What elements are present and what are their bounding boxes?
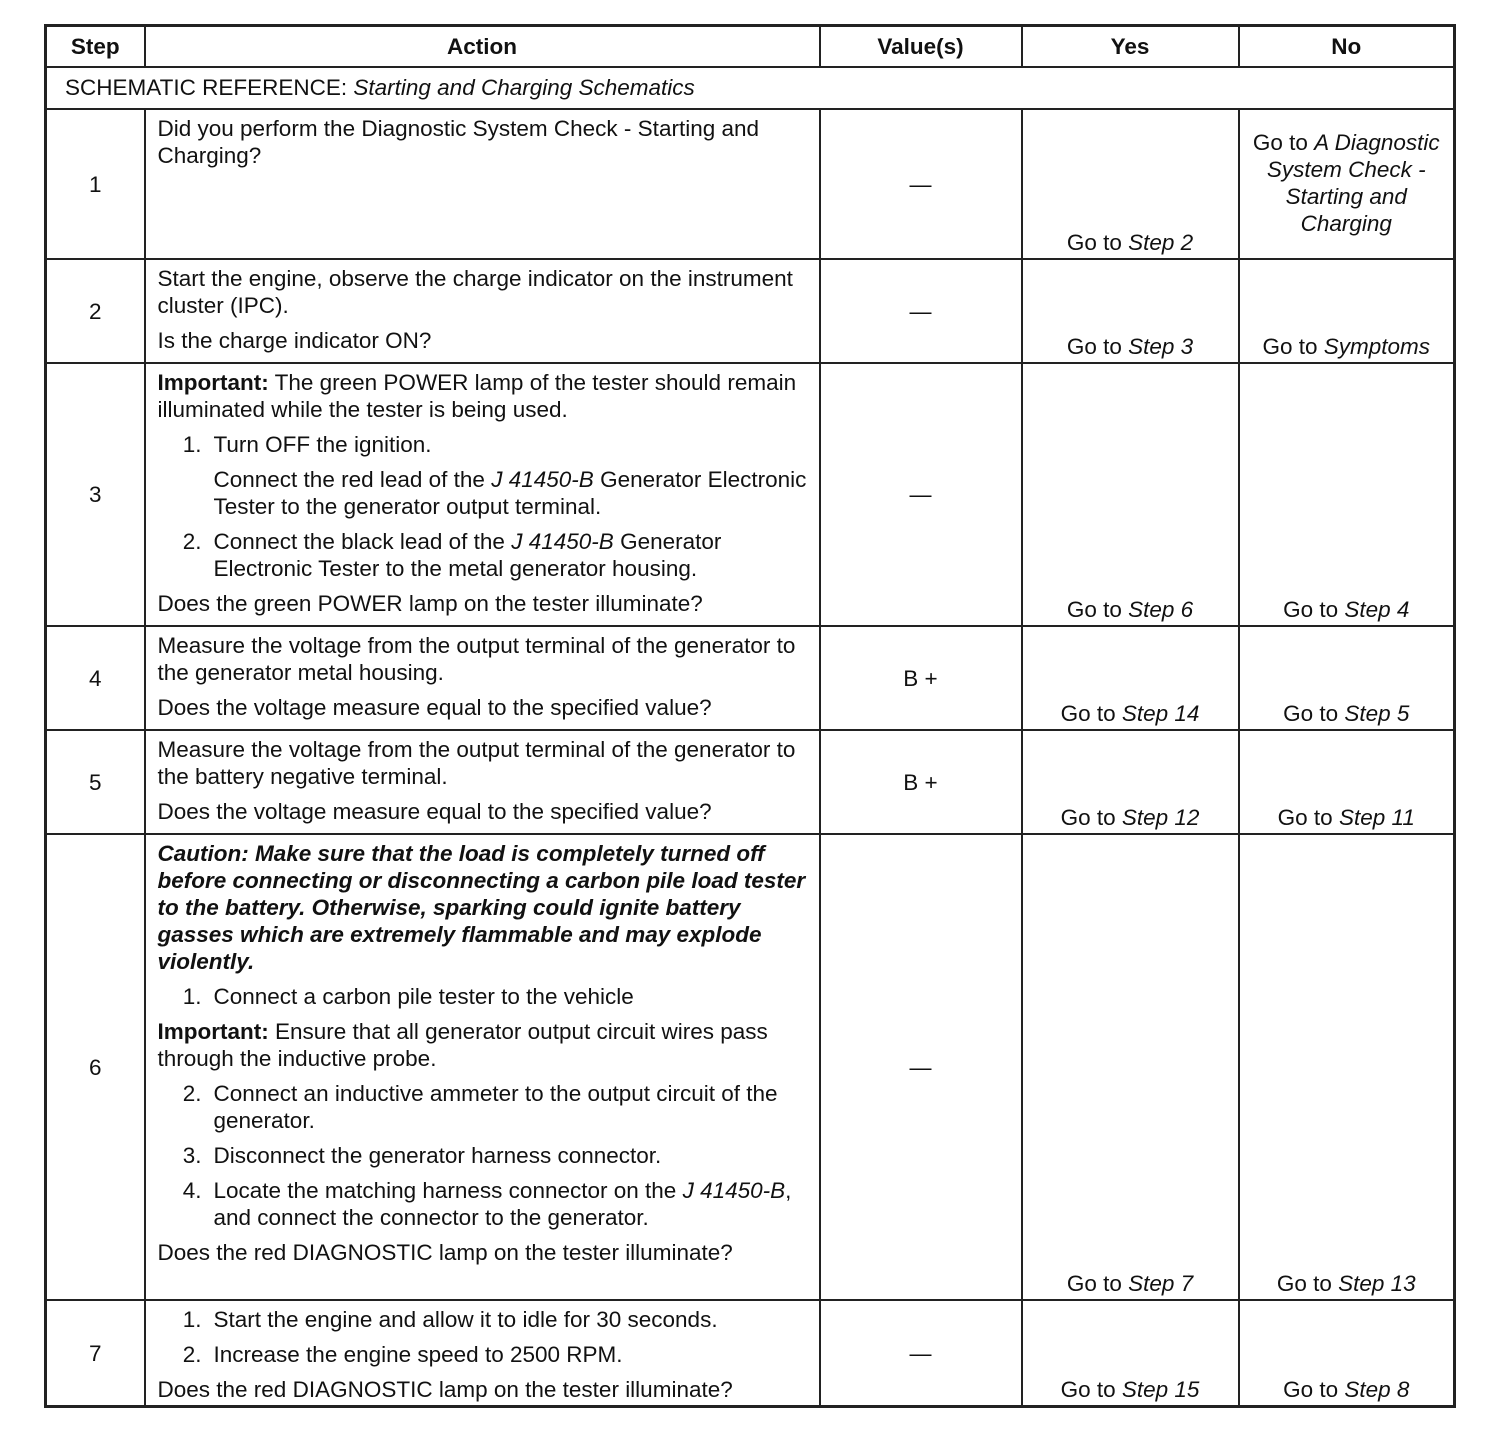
tool-ref: J 41450-B (682, 1178, 786, 1203)
goto-label: Go to (1277, 805, 1333, 830)
text-a: Connect the black lead of the (213, 529, 505, 554)
tool-ref: J 41450-B (491, 467, 594, 492)
important-text: The green POWER lamp of the tester should remain illuminated while the tester is being used. (157, 370, 797, 422)
list-number: 2. (182, 529, 202, 554)
important-note (158, 369, 809, 423)
list-number: 2. (182, 1342, 202, 1367)
yes-cell[interactable] (1022, 363, 1239, 626)
caution-note: Caution: Make sure that the load is completely turned off before connecting or disconnecting a carbon pile load tester to the battery. Otherwise, sparking could ignite battery gasses which are extremely flammable and may explode violently. (157, 841, 806, 974)
no-target[interactable]: Step 11 (1338, 805, 1415, 830)
list-text (214, 1177, 809, 1231)
no-target[interactable]: Step 4 (1344, 597, 1410, 622)
yes-cell[interactable] (1022, 259, 1239, 363)
important-label: Important: (157, 370, 269, 395)
yes-cell[interactable] (1022, 1300, 1239, 1407)
action-text: Measure the voltage from the output terminal of the generator to the generator metal housing. (157, 633, 796, 685)
action-cell (145, 363, 820, 626)
no-cell[interactable] (1239, 259, 1455, 363)
table-row (46, 109, 1455, 259)
no-cell[interactable] (1239, 109, 1455, 259)
action-text: Start the engine, observe the charge indicator on the instrument cluster (IPC). (157, 266, 793, 318)
list-text: Increase the engine speed to 2500 RPM. (213, 1342, 623, 1367)
action-cell (145, 834, 820, 1300)
step-number: 2 (46, 259, 145, 363)
step-number: 7 (46, 1300, 145, 1407)
goto-label: Go to (1262, 334, 1318, 359)
goto-label: Go to (1252, 130, 1308, 155)
table-row (46, 259, 1455, 363)
list-item (158, 1177, 809, 1231)
goto-label: Go to (1283, 701, 1339, 726)
goto-label: Go to (1066, 1271, 1122, 1296)
goto-label: Go to (1283, 597, 1339, 622)
action-cell (145, 109, 820, 259)
goto-label: Go to (1066, 334, 1122, 359)
action-question: Does the green POWER lamp on the tester illuminate? (157, 591, 703, 616)
no-cell[interactable] (1239, 626, 1455, 730)
table-row (46, 834, 1455, 1300)
text-a: Locate the matching harness connector on the (213, 1178, 677, 1203)
action-cell (145, 626, 820, 730)
table-row (46, 730, 1455, 834)
action-question: Does the voltage measure equal to the specified value? (157, 799, 712, 824)
yes-target[interactable]: Step 7 (1128, 1271, 1194, 1296)
yes-target[interactable]: Step 14 (1121, 701, 1200, 726)
list-item (158, 983, 809, 1010)
step-number: 4 (46, 626, 145, 730)
header-step: Step (46, 26, 145, 68)
no-cell[interactable] (1239, 730, 1455, 834)
action-question: Does the red DIAGNOSTIC lamp on the tester illuminate? (157, 1377, 733, 1402)
important-label: Important: (157, 1019, 269, 1044)
list-number: 1. (182, 984, 202, 1009)
yes-cell[interactable] (1022, 109, 1239, 259)
value-cell: — (820, 259, 1022, 363)
goto-label: Go to (1060, 701, 1116, 726)
header-values: Value(s) (820, 26, 1022, 68)
action-text: Did you perform the Diagnostic System Check - Starting and Charging? (157, 116, 760, 168)
goto-label: Go to (1066, 597, 1122, 622)
list-number: 4. (182, 1178, 202, 1203)
no-cell[interactable] (1239, 834, 1455, 1300)
subtext-a: Connect the red lead of the (213, 467, 485, 492)
list-number: 2. (182, 1081, 202, 1106)
yes-target[interactable]: Step 3 (1128, 334, 1194, 359)
list-item (158, 431, 809, 458)
action-question: Does the red DIAGNOSTIC lamp on the tester illuminate? (157, 1240, 733, 1265)
list-number: 1. (182, 432, 202, 457)
no-cell[interactable] (1239, 363, 1455, 626)
schematic-label: SCHEMATIC REFERENCE: (65, 75, 348, 100)
goto-label: Go to (1060, 805, 1116, 830)
value-cell: — (820, 363, 1022, 626)
list-text: Turn OFF the ignition. (213, 432, 432, 457)
yes-cell[interactable] (1022, 730, 1239, 834)
step-number: 1 (46, 109, 145, 259)
value-cell: B + (820, 730, 1022, 834)
action-cell (145, 1300, 820, 1407)
header-action: Action (145, 26, 820, 68)
header-row (46, 26, 1455, 68)
yes-target[interactable]: Step 2 (1128, 230, 1194, 255)
step-number: 5 (46, 730, 145, 834)
goto-label: Go to (1283, 1377, 1339, 1402)
goto-label: Go to (1276, 1271, 1332, 1296)
list-text: Connect an inductive ammeter to the output circuit of the generator. (213, 1081, 778, 1133)
list-item (158, 528, 809, 582)
tool-ref: J 41450-B (511, 529, 614, 554)
no-target[interactable]: Step 13 (1338, 1271, 1416, 1296)
action-cell (145, 730, 820, 834)
subtext-b: Generator Electronic Tester to the generator output terminal. (213, 467, 807, 519)
text-b: Generator Electronic Tester to the metal generator housing. (213, 529, 722, 581)
table-row (46, 1300, 1455, 1407)
table-row (46, 363, 1455, 626)
yes-cell[interactable] (1022, 834, 1239, 1300)
yes-target[interactable]: Step 12 (1121, 805, 1200, 830)
value-cell: B + (820, 626, 1022, 730)
schematic-reference-row (46, 67, 1455, 109)
important-text: Ensure that all generator output circuit wires pass through the inductive probe. (157, 1019, 768, 1071)
list-number: 3. (182, 1143, 202, 1168)
list-subtext (214, 466, 809, 520)
important-note (158, 1018, 809, 1072)
list-item (158, 1341, 809, 1368)
yes-target[interactable]: Step 15 (1121, 1377, 1200, 1402)
no-target[interactable]: Step 8 (1344, 1377, 1410, 1402)
header-no: No (1239, 26, 1455, 68)
list-item (158, 1306, 809, 1333)
yes-cell[interactable] (1022, 626, 1239, 730)
list-text (214, 528, 809, 582)
value-cell: — (820, 1300, 1022, 1407)
action-text: Measure the voltage from the output terminal of the generator to the battery negative terminal. (157, 737, 796, 789)
list-text: Disconnect the generator harness connector. (213, 1143, 662, 1168)
step-number: 3 (46, 363, 145, 626)
list-number: 1. (182, 1307, 202, 1332)
list-item (158, 1080, 809, 1134)
action-cell (145, 259, 820, 363)
goto-label: Go to (1066, 230, 1122, 255)
no-target[interactable]: A Diagnostic System Check - Starting and Charging (1266, 130, 1440, 236)
list-text: Connect a carbon pile tester to the vehicle (213, 984, 634, 1009)
table-row (46, 626, 1455, 730)
no-cell[interactable] (1239, 1300, 1455, 1407)
no-target[interactable]: Symptoms (1323, 334, 1431, 359)
value-cell: — (820, 834, 1022, 1300)
step-number: 6 (46, 834, 145, 1300)
goto-label: Go to (1060, 1377, 1116, 1402)
header-yes: Yes (1022, 26, 1239, 68)
diagnostic-table (44, 24, 1456, 1408)
action-question: Is the charge indicator ON? (157, 328, 432, 353)
no-target[interactable]: Step 5 (1344, 701, 1410, 726)
list-item (158, 1142, 809, 1169)
schematic-link[interactable]: Starting and Charging Schematics (353, 75, 695, 100)
text-b: , and connect the connector to the generator. (213, 1178, 792, 1230)
value-cell: — (820, 109, 1022, 259)
yes-target[interactable]: Step 6 (1128, 597, 1194, 622)
list-text: Start the engine and allow it to idle for 30 seconds. (213, 1307, 718, 1332)
action-question: Does the voltage measure equal to the specified value? (157, 695, 712, 720)
